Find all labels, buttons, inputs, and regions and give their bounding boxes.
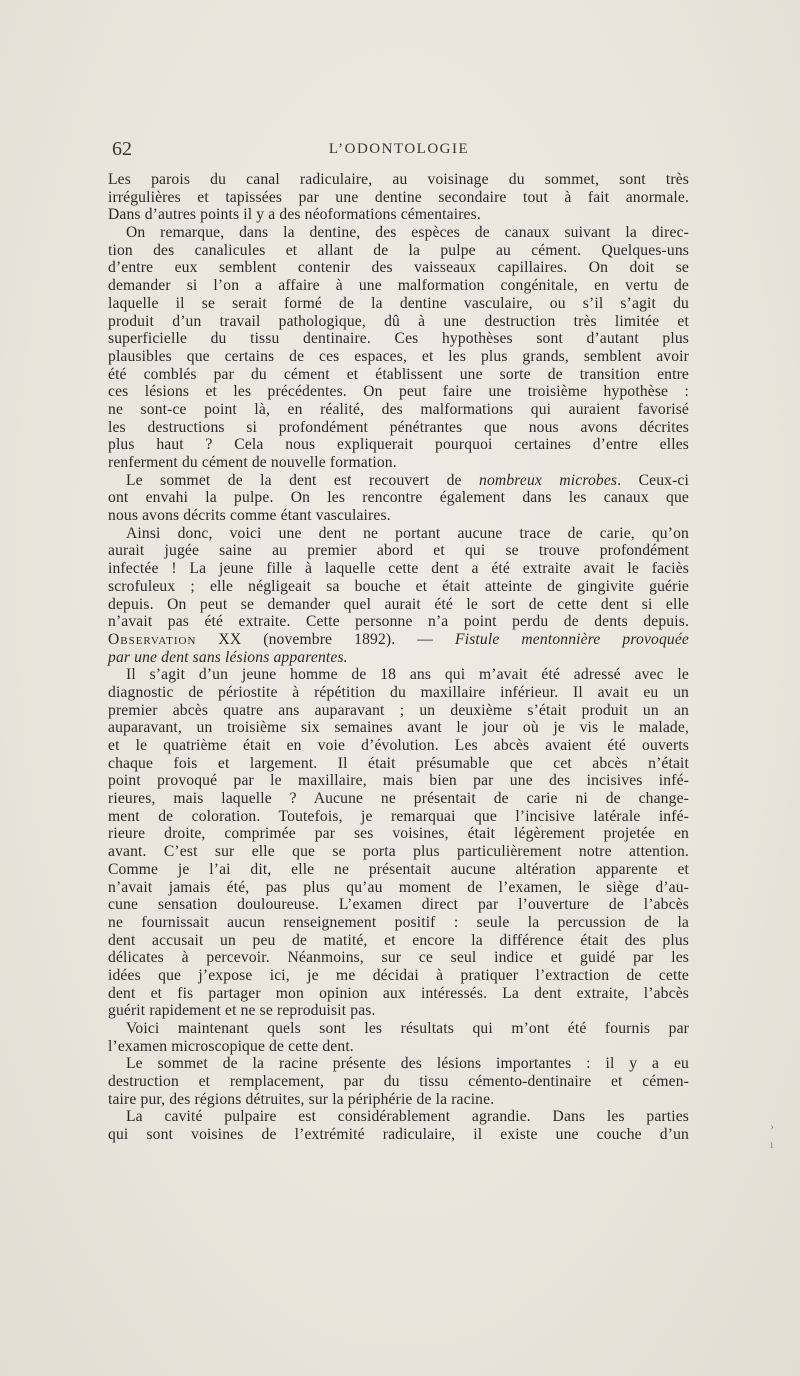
text-line: Dans d’autres points il y a des néoformations cémentaires. [108, 206, 481, 224]
text-line: superficielle du tissu dentinaire. Ces hypothèses sont d’autant plus [108, 330, 689, 348]
text-line: destruction et remplacement, par du tissu cémento-dentinaire et cémen- [108, 1073, 689, 1091]
text-line: taire pur, des régions détruites, sur la périphérie de la racine. [108, 1090, 495, 1108]
text-line: qui sont voisines de l’extrémité radiculaire, il existe une couche d’un [108, 1126, 689, 1144]
text-line [108, 472, 689, 490]
text-line: renferment du cément de nouvelle formation. [108, 454, 397, 471]
text-line: ne fournissait aucun renseignement positif : seule la percussion de la [108, 913, 689, 931]
body-text [108, 171, 689, 1144]
text-line: ment de coloration. Toutefois, je remarquai que l’incisive latérale infé- [108, 807, 689, 825]
text-line: délicates à percevoir. Néanmoins, sur ce seul indice et guidé par les [108, 949, 689, 967]
italic-phrase: par une dent sans lésions apparentes. [108, 648, 348, 666]
text-line: aurait jugée saine au premier abord et qui se trouve profondément [108, 542, 689, 560]
text-line: point provoqué par le maxillaire, mais bien par une des incisives infé- [108, 772, 689, 790]
text-line: dent et fis partager mon opinion aux intéressés. La dent extraite, l’abcès [108, 984, 689, 1002]
text-line: laquelle il se serait formé de la dentine vasculaire, ou s’il s’agit du [108, 294, 689, 312]
text-line: avant. C’est sur elle que se porta plus particulièrement notre attention. [108, 843, 689, 861]
text-line: tion des canalicules et allant de la pulpe au cément. Quelques-uns [108, 241, 689, 259]
text-line: nous avons décrits comme étant vasculaires. [108, 507, 391, 525]
margin-mark: › [770, 1119, 774, 1133]
text-segment: . Ceux-ci [617, 471, 689, 489]
text-line: premier abcès quatre ans auparavant ; un deuxième s’était produit un an [108, 701, 689, 719]
text-line: l’examen microscopique de cette dent. [108, 1037, 354, 1055]
text-line: Comme je l’ai dit, elle ne présentait aucune altération apparente et [108, 860, 689, 878]
text-line: n’avait jamais été, pas plus qu’au moment de l’examen, le siège d’au- [108, 878, 689, 896]
text-line: ont envahi la pulpe. On les rencontre également dans les canaux que [108, 489, 689, 507]
margin-mark: ı [770, 1137, 774, 1151]
text-line: Le sommet de la racine présente des lésions importantes : il y a eu [126, 1055, 689, 1073]
text-line: La cavité pulpaire est considérablement agrandie. Dans les parties [126, 1108, 689, 1126]
text-line: demander si l’on a affaire à une malformation congénitale, en vertu de [108, 277, 689, 295]
text-line: dent accusait un peu de matité, et encore la différence était des plus [108, 931, 689, 949]
observation-title: Fistule mentonnière provoquée [455, 630, 690, 648]
page-header [112, 138, 686, 162]
text-line: Les parois du canal radiculaire, au voisinage du sommet, sont très [108, 171, 689, 188]
observation-heading [108, 631, 689, 649]
text-line: irrégulières et tapissées par une dentine secondaire tout à fait anormale. [108, 188, 689, 206]
page-number: 62 [112, 138, 132, 160]
text-line: depuis. On peut se demander quel aurait été le sort de cette dent si elle [108, 595, 689, 613]
text-line: produit d’un travail pathologique, dû à une destruction très limitée et [108, 312, 689, 330]
text-line: d’entre eux semblent contenir des vaisseaux capillaires. On doit se [108, 259, 689, 277]
text-line: Voici maintenant quels sont les résultats qui m’ont été fournis par [126, 1020, 689, 1037]
text-line: scrofuleux ; elle négligeait sa bouche et était atteinte de gingivite guérie [108, 577, 689, 595]
text-line: chaque fois et largement. Il était présumable que cet abcès n’était [108, 754, 689, 772]
text-line: infectée ! La jeune fille à laquelle cette dent a été extraite avait le faciès [108, 560, 689, 578]
text-line: rieure droite, comprimée par ses voisines, était légèrement projetée en [108, 825, 689, 843]
text-line: n’avait pas été extraite. Cette personne n’a point perdu de dents depuis. [108, 613, 689, 631]
text-line: plausibles que certains de ces espaces, et les plus grands, semblent avoir [108, 347, 689, 365]
text-line: été comblés par du cément et établissent une sorte de transition entre [108, 365, 689, 383]
text-segment: Le sommet de la dent est recouvert de [126, 471, 462, 489]
text-line: ne sont-ce point là, en réalité, des malformations qui auraient favorisé [108, 400, 689, 418]
italic-phrase: nombreux microbes [479, 471, 618, 489]
text-line: rieures, mais laquelle ? Aucune ne présentait de carie ni de change- [108, 790, 689, 808]
text-line: cune sensation douloureuse. L’examen direct par l’ouverture de l’abcès [108, 896, 689, 914]
running-title: L’ODONTOLOGIE [328, 141, 470, 157]
text-line: Ainsi donc, voici une dent ne portant aucune trace de carie, qu’on [126, 524, 689, 542]
text-line: ces lésions et les précédentes. On peut faire une troisième hypothèse : [108, 383, 689, 401]
text-line: diagnostic de périostite à répétition du maxillaire inférieur. Il avait eu un [108, 683, 689, 701]
text-line: idées que j’expose ici, je me décidai à pratiquer l’extraction de cette [108, 966, 689, 984]
text-line: plus haut ? Cela nous expliquerait pourquoi certaines d’entre elles [108, 436, 689, 454]
text-line: guérit rapidement et ne se reproduisit pas. [108, 1002, 376, 1020]
text-line: On remarque, dans la dentine, des espèces de canaux suivant la direc- [126, 224, 689, 242]
text-line: Il s’agit d’un jeune homme de 18 ans qui m’avait été adressé avec le [126, 666, 689, 684]
text-line: et le quatrième était en voie d’évolution. Les abcès avaient été ouverts [108, 737, 689, 754]
observation-label: Observation [108, 630, 197, 648]
observation-title-continued [108, 649, 689, 667]
text-line: les destructions si profondément pénétrantes que nous avons décrites [108, 418, 689, 436]
text-line: auparavant, un troisième six semaines avant le jour où je vis le malade, [108, 719, 689, 737]
text-segment: XX (novembre 1892). — [196, 630, 456, 648]
